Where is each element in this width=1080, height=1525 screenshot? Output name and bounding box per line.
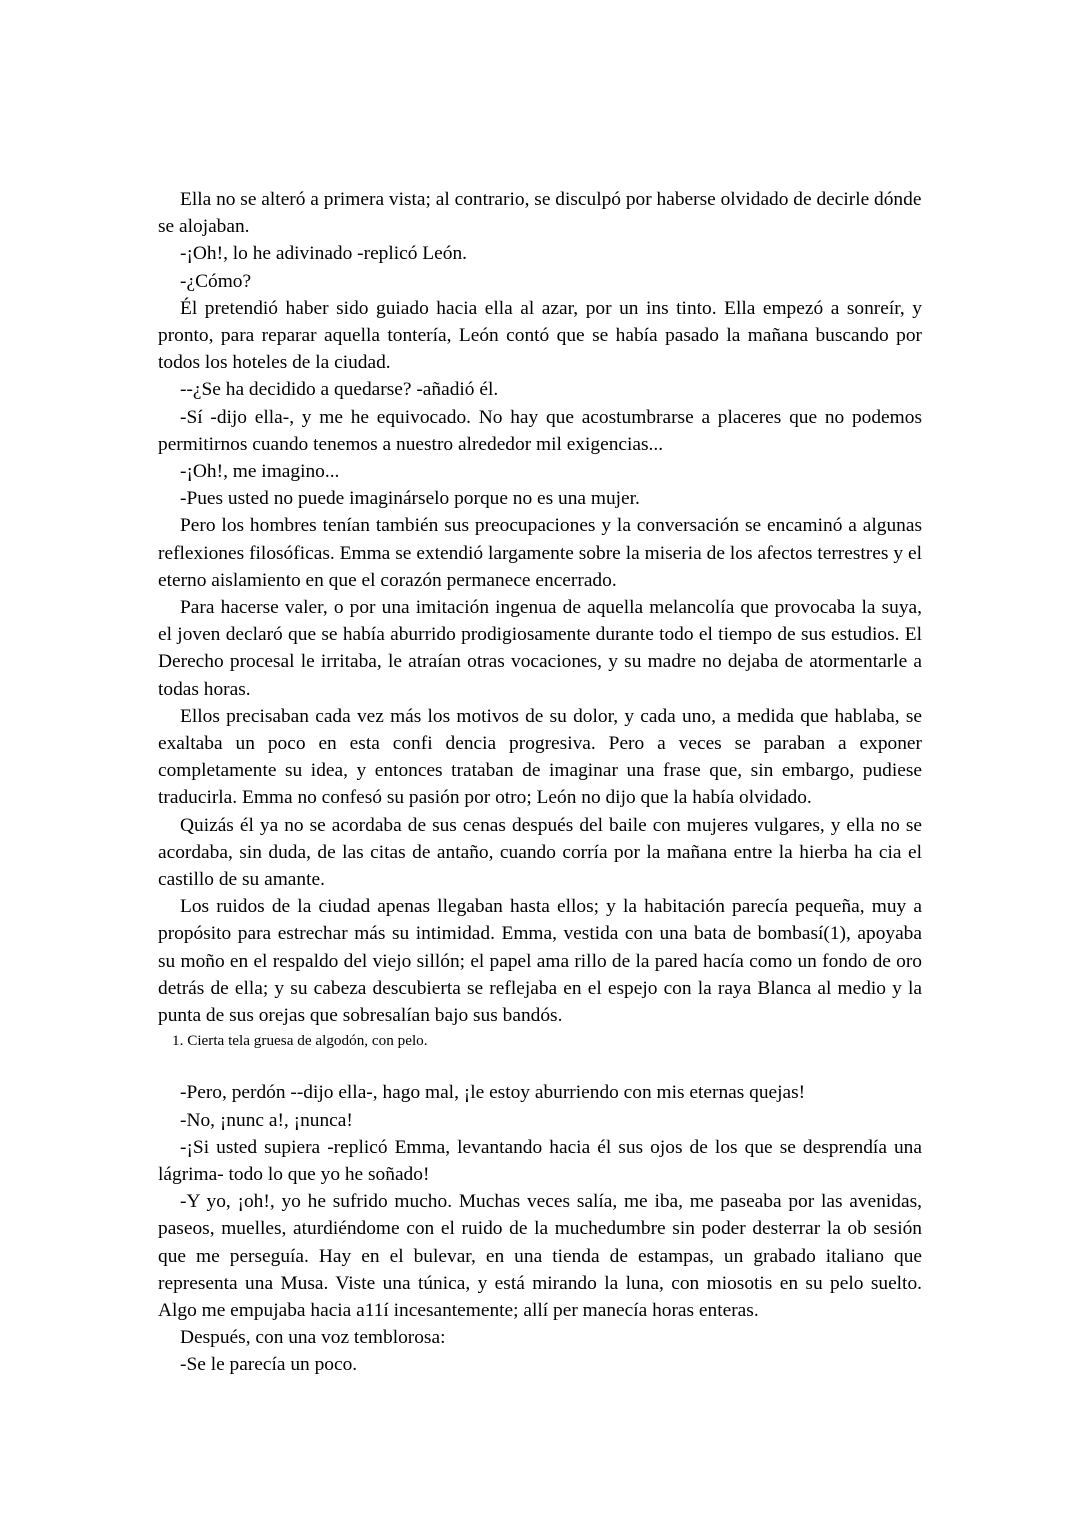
paragraph: -No, ¡nunc a!, ¡nunca! [180, 1109, 353, 1131]
footnote: 1. Cierta tela gruesa de algodón, con pelo. [172, 1032, 428, 1050]
paragraph: -Pero, perdón --dijo ella-, hago mal, ¡le estoy aburriendo con mis eternas quejas! [180, 1082, 806, 1104]
paragraph: Quizás él ya no se acordaba de sus cenas después del baile con mujeres vulgares, y ella no se acordaba, sin duda, de las citas de antaño, cuando corría por la mañana entre la hierba ha cia el castillo de su amante. [158, 814, 922, 891]
paragraph: -¡Oh!, lo he adivinado -replicó León. [180, 243, 467, 265]
paragraph: Para hacerse valer, o por una imitación ingenua de aquella melancolía que provocaba la suya, el joven declaró que se había aburrido prodigiosamente durante todo el tiempo de sus estudios. El Derecho procesal le irritaba, le atraían otras vocaciones, y su madre no dejaba de atormentarle a todas horas. [158, 597, 922, 700]
paragraph: -¡Si usted supiera -replicó Emma, levantando hacia él sus ojos de los que se desprendía una lágrima- todo lo que yo he soñado! [158, 1136, 922, 1185]
paragraph: Ellos precisaban cada vez más los motivos de su dolor, y cada uno, a medida que hablaba, se exaltaba un poco en esta confi dencia progresiva. Pero a veces se paraban a exponer completamente su idea, y entonces trataban de imaginar una frase que, sin embargo, pudiese traducirla. Emma no confesó su pasión por otro; León no dijo que la había olvidado. [158, 705, 922, 809]
paragraph: Él pretendió haber sido guiado hacia ella al azar, por un ins tinto. Ella empezó a sonreír, y pronto, para reparar aquella tontería, León contó que se había pasado la mañana buscando por todos los hoteles de la ciudad. [158, 297, 922, 374]
section-spacer [158, 1053, 922, 1079]
page-text-block [158, 186, 922, 1379]
paragraph: -¿Cómo? [180, 270, 252, 292]
paragraph: Después, con una voz temblorosa: [180, 1327, 446, 1349]
paragraph: -Y yo, ¡oh!, yo he sufrido mucho. Muchas veces salía, me iba, me paseaba por las avenidas, paseos, muelles, aturdiéndome con el ruido de la muchedumbre sin poder desterrar la ob sesión que me perseguía. Hay en el bulevar, en una tienda de estampas, un grabado italiano que representa una Musa. Viste una túnica, y está mirando la luna, con miosotis en su pelo suelto. Algo me empujaba hacia a11í incesantemente; allí per manecía horas enteras. [158, 1191, 922, 1321]
paragraph: -Pues usted no puede imaginárselo porque no es una mujer. [180, 488, 640, 510]
paragraph: Los ruidos de la ciudad apenas llegaban hasta ellos; y la habitación parecía pequeña, muy a propósito para estrechar más su intimidad. Emma, vestida con una bata de bombasí(1), apoyaba su moño en el respaldo del viejo sillón; el papel ama rillo de la pared hacía como un fondo de oro detrás de ella; y su cabeza descubierta se reflejaba en el espejo con la raya Blanca al medio y la punta de sus orejas que sobresalían bajo sus bandós. [158, 896, 922, 1027]
paragraph: -Sí -dijo ella-, y me he equivocado. No hay que acostumbrarse a placeres que no podemos permitirnos cuando tenemos a nuestro alrededor mil exigencias... [158, 406, 922, 455]
paragraph: --¿Se ha decidido a quedarse? -añadió él. [180, 379, 499, 401]
paragraph: -Se le parecía un poco. [180, 1354, 358, 1376]
paragraph: Ella no se alteró a primera vista; al contrario, se disculpó por haberse olvidado de decirle dónde se alojaban. [158, 189, 922, 238]
paragraph: -¡Oh!, me imagino... [180, 461, 340, 483]
paragraph: Pero los hombres tenían también sus preocupaciones y la conversación se encaminó a algunas reflexiones filosóficas. Emma se extendió largamente sobre la miseria de los afectos terrestres y el eterno aislamiento en que el corazón permanece encerrado. [158, 515, 922, 591]
